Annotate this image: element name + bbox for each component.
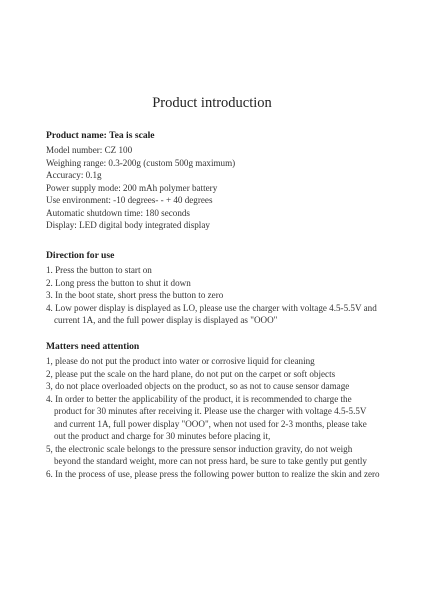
accuracy-line: Accuracy: 0.1g xyxy=(46,170,102,181)
direction-step-3: 3. In the boot state, short press the button to zero xyxy=(46,290,224,301)
matters-item-4: 4. In order to better the applicability of the product, it is recommended to charge the xyxy=(46,393,352,404)
direction-section xyxy=(46,249,386,327)
matters-item-5-cont: beyond the standard weight, more can not press hard, be sure to take gently put gently xyxy=(54,456,367,467)
page-title: Product introduction xyxy=(152,95,272,111)
product-heading: Product name: Tea is scale xyxy=(46,130,155,141)
weighing-range-line: Weighing range: 0.3-200g (custom 500g maximum) xyxy=(46,157,236,168)
power-supply-line: Power supply mode: 200 mAh polymer battery xyxy=(46,182,218,193)
matters-item-4-cont-2: and current 1A, full power display "OOO", when not used for 2-3 months, please take xyxy=(54,418,367,429)
product-section xyxy=(46,129,386,232)
model-number-line: Model number: CZ 100 xyxy=(46,145,133,155)
matters-item-5: 5, the electronic scale belongs to the pressure sensor induction gravity, do not weigh xyxy=(46,443,353,454)
direction-step-4: 4. Low power display is displayed as LO, please use the charger with voltage 4.5-5.5V and xyxy=(46,302,377,313)
direction-heading: Direction for use xyxy=(46,250,115,261)
direction-step-2: 2. Long press the button to shut it down xyxy=(46,277,191,288)
matters-item-4-cont-3: out the product and charge for 30 minutes before placing it, xyxy=(54,431,271,442)
direction-step-4-cont: current 1A, and the full power display is displayed as "OOO" xyxy=(54,315,278,326)
matters-item-3: 3, do not place overloaded objects on the product, so as not to cause sensor damage xyxy=(46,381,350,392)
matters-heading: Matters need attention xyxy=(46,341,140,352)
matters-item-4-cont-1: product for 30 minutes after receiving it. Please use the charger with voltage 4.5-5.5V xyxy=(54,406,367,417)
matters-item-2: 2, please put the scale on the hard plane, do not put on the carpet or soft objects xyxy=(46,368,336,379)
direction-step-1: 1. Press the button to start on xyxy=(46,265,152,275)
matters-item-1: 1, please do not put the product into water or corrosive liquid for cleaning xyxy=(46,356,315,366)
auto-shutdown-line: Automatic shutdown time: 180 seconds xyxy=(46,207,190,218)
matters-section xyxy=(46,340,386,480)
use-environment-line: Use environment: -10 degrees- - + 40 degrees xyxy=(46,195,213,206)
display-line: Display: LED digital body integrated display xyxy=(46,220,210,231)
matters-item-6: 6. In the process of use, please press the following power button to realize the skin and zero xyxy=(46,468,380,479)
